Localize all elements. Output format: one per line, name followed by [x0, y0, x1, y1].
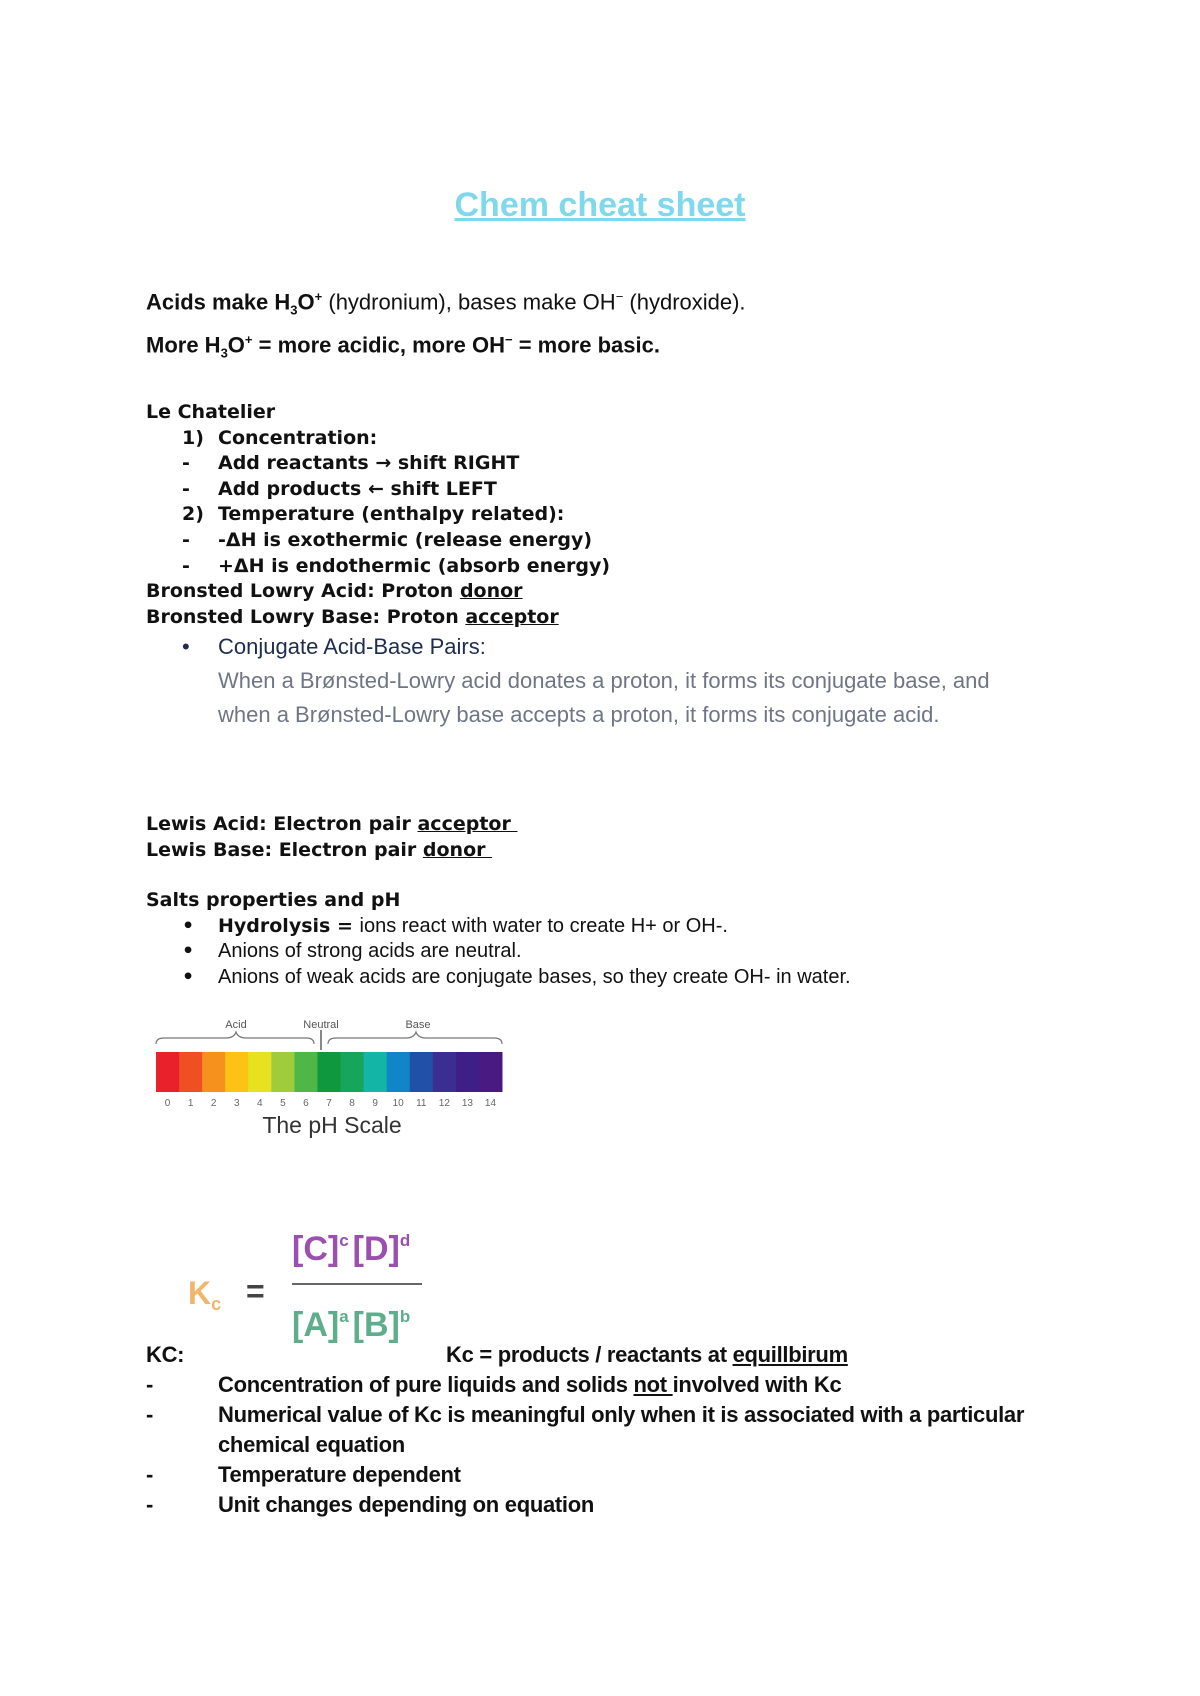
ph-band-12 — [433, 1052, 457, 1092]
ph-band-1 — [179, 1052, 203, 1092]
temperature-item: 2) Temperature (enthalpy related): — [182, 503, 565, 526]
ph-band-7 — [317, 1052, 341, 1092]
lewis-section — [146, 812, 517, 863]
exothermic-item: - -ΔH is exothermic (release energy) — [182, 528, 593, 551]
kc-symbol: Kc — [188, 1275, 222, 1314]
ph-band-2 — [202, 1052, 226, 1092]
right-arrow-icon: → — [375, 452, 392, 475]
kc-item-units: - Unit changes depending on equation — [146, 1492, 595, 1517]
add-reactants-item: - Add reactants → shift RIGHT — [182, 452, 520, 475]
equals-sign: = — [246, 1273, 265, 1309]
add-products-item: - Add products ← shift LEFT — [182, 477, 497, 500]
kc-item-numerical: - Numerical value of Kc is meaningful only when it is associated with a particular chemical equation — [146, 1402, 1025, 1457]
salts-section — [146, 888, 851, 990]
ph-band-10 — [387, 1052, 411, 1092]
ph-tick-label: 2 — [210, 1098, 217, 1109]
intro-line-2: More $H_3O^+$ = more acidic, more OH− = more basic. — [146, 331, 660, 361]
ph-label-neutral: Neutral — [303, 1019, 339, 1031]
bullet-icon: • — [182, 634, 190, 659]
kc-section — [146, 1340, 1118, 1520]
conjugate-heading: • Conjugate Acid-Base Pairs: — [146, 630, 1026, 664]
strong-acids-item: • Anions of strong acids are neutral. — [146, 939, 851, 965]
ph-tick-label: 14 — [484, 1098, 497, 1109]
ph-scale-graphic — [146, 1018, 526, 1158]
kc-definition-line: KC: Kc = products / reactants at equillbirum — [146, 1342, 848, 1367]
kc-list — [146, 1370, 1118, 1520]
ph-tick-label: 9 — [372, 1098, 378, 1109]
kc-numerator: $[C]^c$ $[D]^d$ — [292, 1230, 411, 1268]
ph-tick-label: 3 — [233, 1098, 240, 1109]
intro-block — [146, 282, 746, 367]
ph-tick-label: 8 — [349, 1098, 355, 1109]
ph-band-13 — [456, 1052, 480, 1092]
ph-tick-label: 1 — [187, 1098, 194, 1109]
ph-tick-label: 7 — [326, 1098, 332, 1109]
endothermic-item: - +ΔH is endothermic (absorb energy) — [182, 554, 611, 577]
kc-item-pure: - Concentration of pure liquids and solids not involved with Kc — [146, 1372, 842, 1397]
ph-tick-label: 11 — [416, 1098, 427, 1109]
salts-heading: Salts properties and pH — [146, 889, 401, 911]
bronsted-acid-line: Bronsted Lowry Acid: Proton donor — [146, 580, 523, 603]
intro-line-1: Acids make $H_3O^+$ (hydronium), bases make OH− (hydroxide). — [146, 289, 746, 318]
ph-band-6 — [294, 1052, 318, 1092]
ph-band-9 — [364, 1052, 388, 1092]
ph-label-base: Base — [405, 1019, 431, 1031]
ph-tick-label: 5 — [280, 1098, 286, 1109]
le-chatelier-heading: Le Chatelier — [146, 401, 276, 423]
ph-band-0 — [156, 1052, 180, 1092]
weak-acids-item: • Anions of weak acids are conjugate bases, so they create OH- in water. — [146, 965, 851, 991]
lewis-acid-line: Lewis Acid: Electron pair acceptor — [146, 813, 518, 835]
ph-tick-label: 4 — [257, 1098, 263, 1109]
conjugate-body: When a Brønsted-Lowry acid donates a proton, it forms its conjugate base, and when a Brønsted-Lowry base accepts a proton, it forms its conjugate acid. — [218, 668, 990, 727]
kc-formula-figure — [180, 1218, 450, 1346]
ph-band-11 — [410, 1052, 434, 1092]
ph-band-5 — [271, 1052, 295, 1092]
bronsted-base-line: Bronsted Lowry Base: Proton acceptor — [146, 605, 559, 628]
bullet-icon: • — [182, 965, 195, 988]
page-title: Chem cheat sheet — [454, 186, 746, 224]
bullet-icon: • — [182, 940, 195, 963]
le-chatelier-section — [146, 400, 610, 630]
hydrolysis-item: • Hydrolysis = ions react with water to create H+ or OH-. — [146, 914, 851, 940]
left-arrow-icon: ← — [367, 477, 384, 500]
ph-band-3 — [225, 1052, 249, 1092]
lewis-base-line: Lewis Base: Electron pair donor — [146, 838, 493, 861]
ph-scale-figure — [146, 1018, 526, 1158]
ph-tick-label: 6 — [303, 1098, 309, 1109]
ph-label-acid: Acid — [225, 1019, 247, 1031]
bullet-icon: • — [182, 914, 195, 937]
ph-tick-label: 10 — [392, 1098, 404, 1109]
ph-tick-label: 13 — [461, 1098, 473, 1109]
ph-tick-label: 12 — [438, 1098, 450, 1109]
concentration-item: 1) Concentration: — [182, 426, 378, 449]
kc-item-temperature: - Temperature dependent — [146, 1462, 461, 1487]
ph-tick-label: 0 — [164, 1098, 171, 1109]
kc-formula-graphic — [180, 1218, 450, 1346]
kc-denominator: $[A]^a$ $[B]^b$ — [292, 1306, 411, 1344]
conjugate-pairs-block — [146, 630, 1026, 731]
ph-band-14 — [479, 1052, 503, 1092]
ph-band-8 — [341, 1052, 365, 1092]
ph-band-4 — [248, 1052, 272, 1092]
ph-caption: The pH Scale — [262, 1112, 402, 1138]
